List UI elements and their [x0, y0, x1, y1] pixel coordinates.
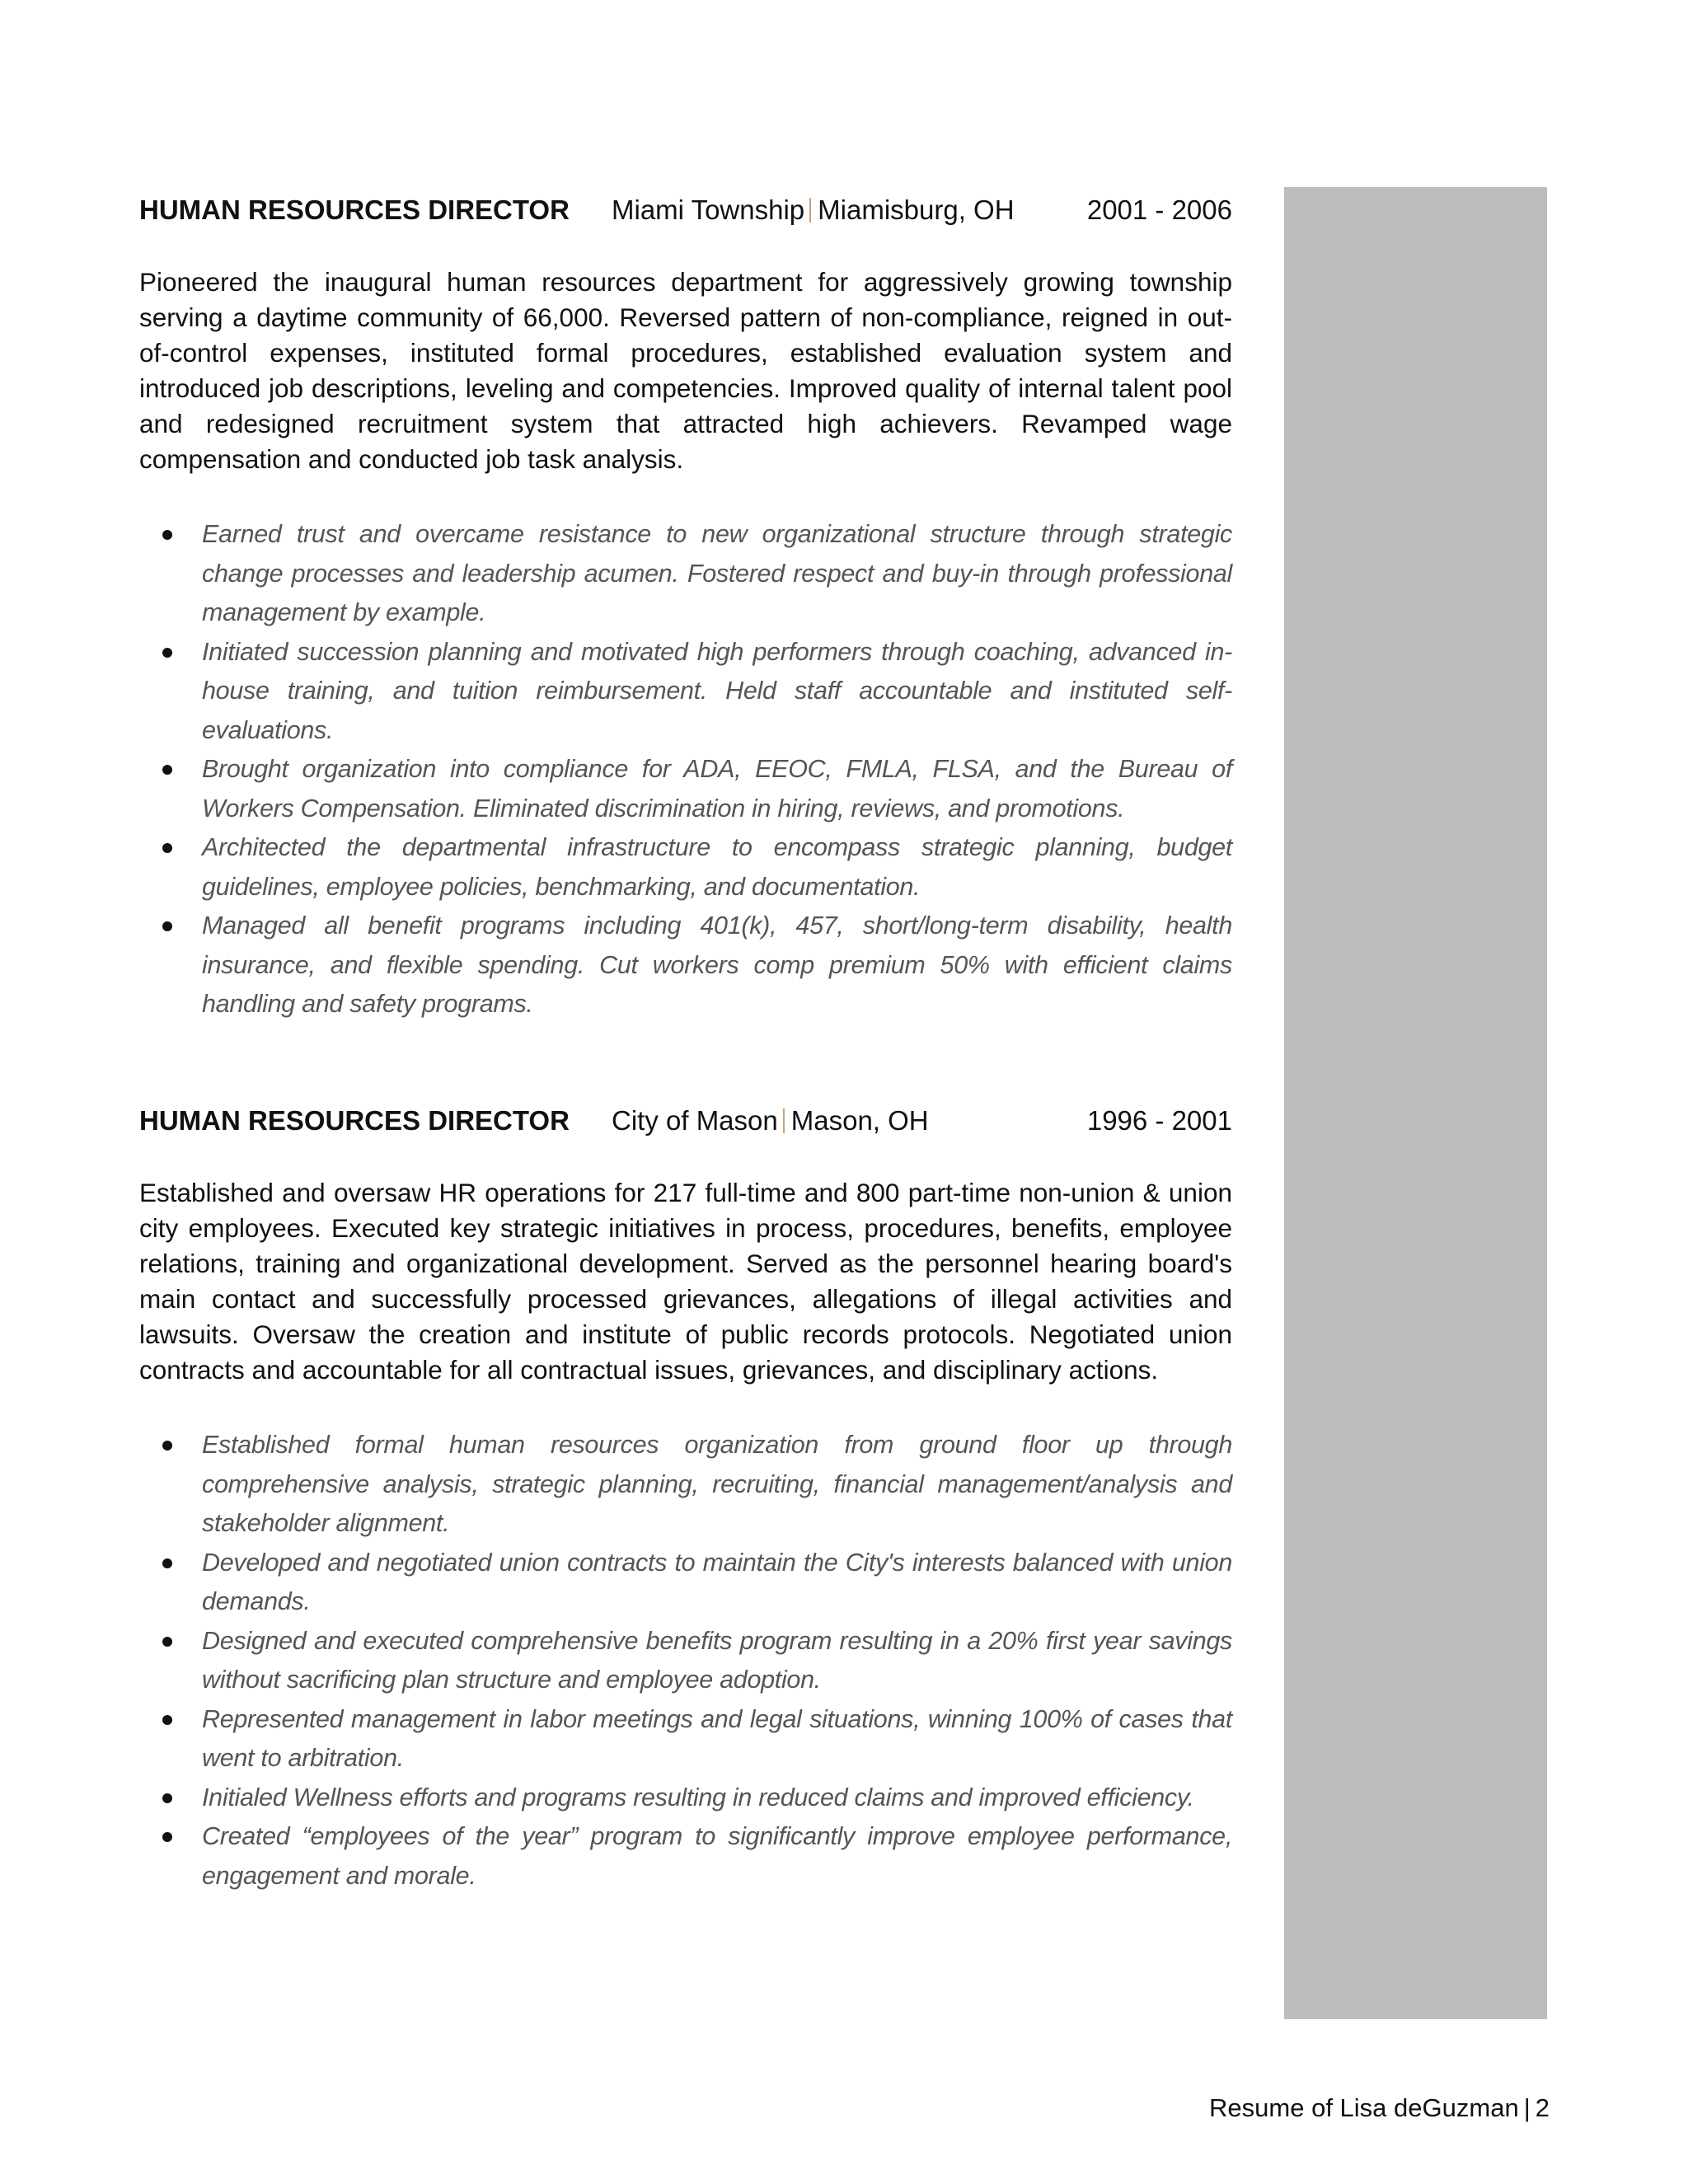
list-item [139, 1779, 1232, 1818]
job-location: Miamisburg, OH [818, 194, 1015, 225]
list-item [139, 750, 1232, 828]
list-item-text: Managed all benefit programs including 401(k), 457, short/long-term disability, health insurance, and flexible spending. Cut workers comp premium 50% with efficient claims handling and safety programs. [202, 912, 1232, 1018]
list-item-text: Initiated succession planning and motivated high performers through coaching, advanced in-house training, and tuition reimbursement. Held staff accountable and instituted self-evaluations. [202, 637, 1232, 744]
job-summary: Pioneered the inaugural human resources department for aggressively growing township serving a daytime community of 66,000. Reversed pattern of non-compliance, reigned in out-of-control expenses, instituted formal procedures, established evaluation system and introduced job descriptions, leveling and competencies. Improved quality of internal talent pool and redesigned recruitment system that attracted high achievers. Revamped wage compensation and conducted job task analysis. [139, 267, 1232, 474]
list-item-text: Brought organization into compliance for ADA, EEOC, FMLA, FLSA, and the Bureau of Workers Compensation. Eliminated discrimination in hiring, reviews, and promotions. [202, 755, 1232, 823]
job-achievements-list [139, 1426, 1232, 1896]
list-item [139, 515, 1232, 633]
job-location: Mason, OH [790, 1105, 929, 1136]
bullet-icon [162, 765, 172, 775]
bullet-icon [162, 530, 172, 540]
list-item-text: Represented management in labor meetings and legal situations, winning 100% of cases that went to arbitration. [202, 1704, 1232, 1772]
job-entry-miami-township [139, 194, 1232, 1024]
list-item-text: Designed and executed comprehensive benefits program resulting in a 20% first year savings without sacrificing plan structure and employee adoption. [202, 1626, 1232, 1694]
list-item-text: Established formal human resources organization from ground floor up through comprehensive analysis, strategic planning, recruiting, financial management/analysis and stakeholder alignment. [202, 1431, 1232, 1537]
job-header [139, 194, 1232, 227]
job-summary: Established and oversaw HR operations for 217 full-time and 800 part-time non-union & union city employees. Executed key strategic initiatives in process, procedures, benefits, employee relations, training and organizational development. Served as the personnel hearing board's main contact and successfully processed grievances, allegations of illegal activities and lawsuits. Oversaw the creation and institute of public records protocols. Negotiated union contracts and accountable for all contractual issues, grievances, and disciplinary actions. [139, 1178, 1232, 1385]
list-item-text: Earned trust and overcame resistance to new organizational structure through strategic change processes and leadership acumen. Fostered respect and buy-in through professional management by example. [202, 520, 1232, 626]
job-dates: 2001 - 2006 [1086, 194, 1232, 225]
job-dates: 1996 - 2001 [1086, 1105, 1232, 1136]
list-item [139, 1622, 1232, 1700]
list-item-text: Architected the departmental infrastructure to encompass strategic planning, budget guidelines, employee policies, benchmarking, and documentation. [202, 833, 1232, 901]
bullet-icon [162, 1793, 172, 1803]
list-item-text: Initialed Wellness efforts and programs resulting in reduced claims and improved efficiency. [202, 1783, 1194, 1811]
sidebar-panel [1284, 187, 1547, 2019]
bullet-icon [162, 1832, 172, 1842]
divider [783, 1108, 785, 1133]
bullet-icon [162, 921, 172, 931]
divider [809, 198, 811, 223]
job-organization: Miami Township [612, 194, 805, 225]
job-organization-location [612, 194, 1015, 227]
bullet-icon [162, 1637, 172, 1647]
list-item [139, 1426, 1232, 1544]
list-item [139, 1700, 1232, 1779]
bullet-icon [162, 648, 172, 658]
list-item [139, 828, 1232, 907]
job-organization-location [612, 1104, 929, 1137]
list-item [139, 1817, 1232, 1896]
bullet-icon [162, 1715, 172, 1725]
footer-separator: | [1523, 2093, 1531, 2122]
bullet-icon [162, 1441, 172, 1451]
list-item-text: Developed and negotiated union contracts to maintain the City's interests balanced with union demands. [202, 1548, 1232, 1615]
list-item [139, 633, 1232, 751]
page-footer [1209, 2092, 1550, 2125]
job-title: HUMAN RESOURCES DIRECTOR [139, 194, 570, 225]
job-entry-city-of-mason [139, 1104, 1232, 1896]
job-title: HUMAN RESOURCES DIRECTOR [139, 1105, 570, 1136]
page-number: 2 [1535, 2093, 1550, 2122]
list-item-text: Created “employees of the year” program to significantly improve employee performance, engagement and morale. [202, 1822, 1232, 1890]
bullet-icon [162, 1558, 172, 1568]
list-item [139, 1544, 1232, 1622]
job-organization: City of Mason [612, 1105, 778, 1136]
job-achievements-list [139, 515, 1232, 1024]
job-header [139, 1104, 1232, 1137]
list-item [139, 907, 1232, 1024]
footer-text: Resume of Lisa deGuzman [1209, 2093, 1519, 2122]
bullet-icon [162, 843, 172, 853]
